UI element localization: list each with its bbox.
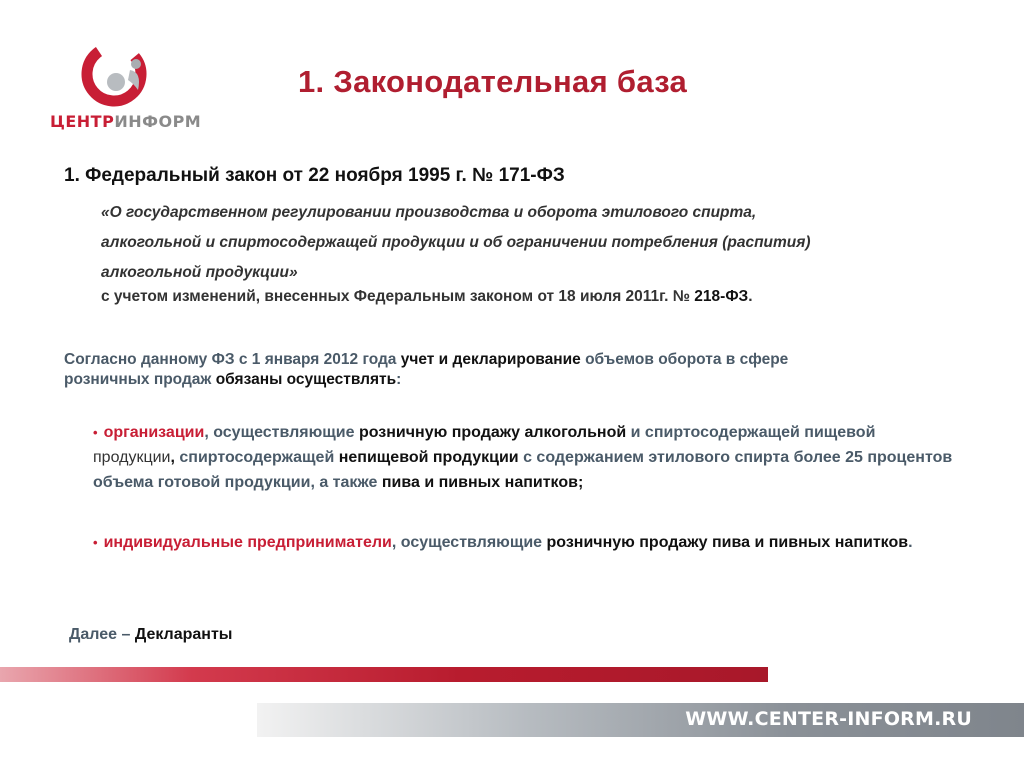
b1-s11: пива и пивных напитков xyxy=(381,474,578,491)
next-label: Далее – xyxy=(69,626,135,643)
b1-s10: с содержанием этилового спирта более 25 процентов объема готовой продукции, а также xyxy=(93,449,953,491)
law-amendment-number: 218-ФЗ xyxy=(694,288,749,305)
law-amendment xyxy=(101,288,753,306)
b2-s4: . xyxy=(908,534,913,551)
bullet-entrepreneurs xyxy=(93,530,953,555)
b1-s3: розничную продажу алкогольной xyxy=(358,424,627,441)
b1-s9: непищевой продукции xyxy=(338,449,519,466)
logo-text-part2: ИНФОРМ xyxy=(114,112,202,131)
para-part1: Согласно данному ФЗ с 1 января 2012 года xyxy=(64,351,401,368)
next-section-note xyxy=(69,626,232,644)
logo-text xyxy=(50,112,201,131)
para-part4: обязаны осуществлять xyxy=(215,371,397,388)
logo xyxy=(46,36,202,136)
b1-s2: , осуществляющие xyxy=(204,424,359,441)
law-quote-line1: «О государственном регулировании производства и оборота этилового спирта, xyxy=(101,204,757,221)
law-amendment-end: . xyxy=(748,288,753,305)
b1-s12: ; xyxy=(577,474,584,491)
slide-title: 1. Законодательная база xyxy=(298,64,688,99)
logo-text-part1: ЦЕНТР xyxy=(50,112,115,131)
para-part3: объемов оборота в сфере розничных продаж xyxy=(64,351,789,388)
b1-s5: продукции xyxy=(93,449,171,466)
b2-s2: , осуществляющие xyxy=(391,534,547,551)
b2-s3: розничную продажу пива и пивных напитков xyxy=(546,534,909,551)
para-part5: : xyxy=(396,371,402,388)
next-target: Декларанты xyxy=(134,626,233,643)
bullet-dot-icon: • xyxy=(93,535,98,550)
requirement-paragraph xyxy=(64,350,844,390)
b2-s1: индивидуальные предприниматели xyxy=(103,534,392,551)
law-amendment-text: с учетом изменений, внесенных Федеральным законом от 18 июля 2011г. № xyxy=(101,288,695,305)
b1-s7: спиртосодержащей xyxy=(179,449,335,466)
law-quote xyxy=(101,198,981,288)
b1-s6: , xyxy=(170,449,180,466)
logo-mark-icon xyxy=(80,40,160,110)
bullet-dot-icon: • xyxy=(93,425,98,440)
para-part2: учет и декларирование xyxy=(400,351,581,368)
law-quote-line2: алкогольной и спиртосодержащей продукции и об ограничении потребления (распития) xyxy=(101,234,811,251)
law-heading: 1. Федеральный закон от 22 ноября 1995 г. № 171-ФЗ xyxy=(64,165,565,186)
bullet-organizations xyxy=(93,420,953,495)
red-divider-bar xyxy=(0,667,768,682)
website-url: WWW.CENTER-INFORM.RU xyxy=(685,708,972,730)
b1-s1: организации xyxy=(103,424,205,441)
law-quote-line3: алкогольной продукции» xyxy=(101,264,298,281)
footer-bar xyxy=(257,703,1024,737)
b1-s4: и спиртосодержащей пищевой xyxy=(626,424,876,441)
